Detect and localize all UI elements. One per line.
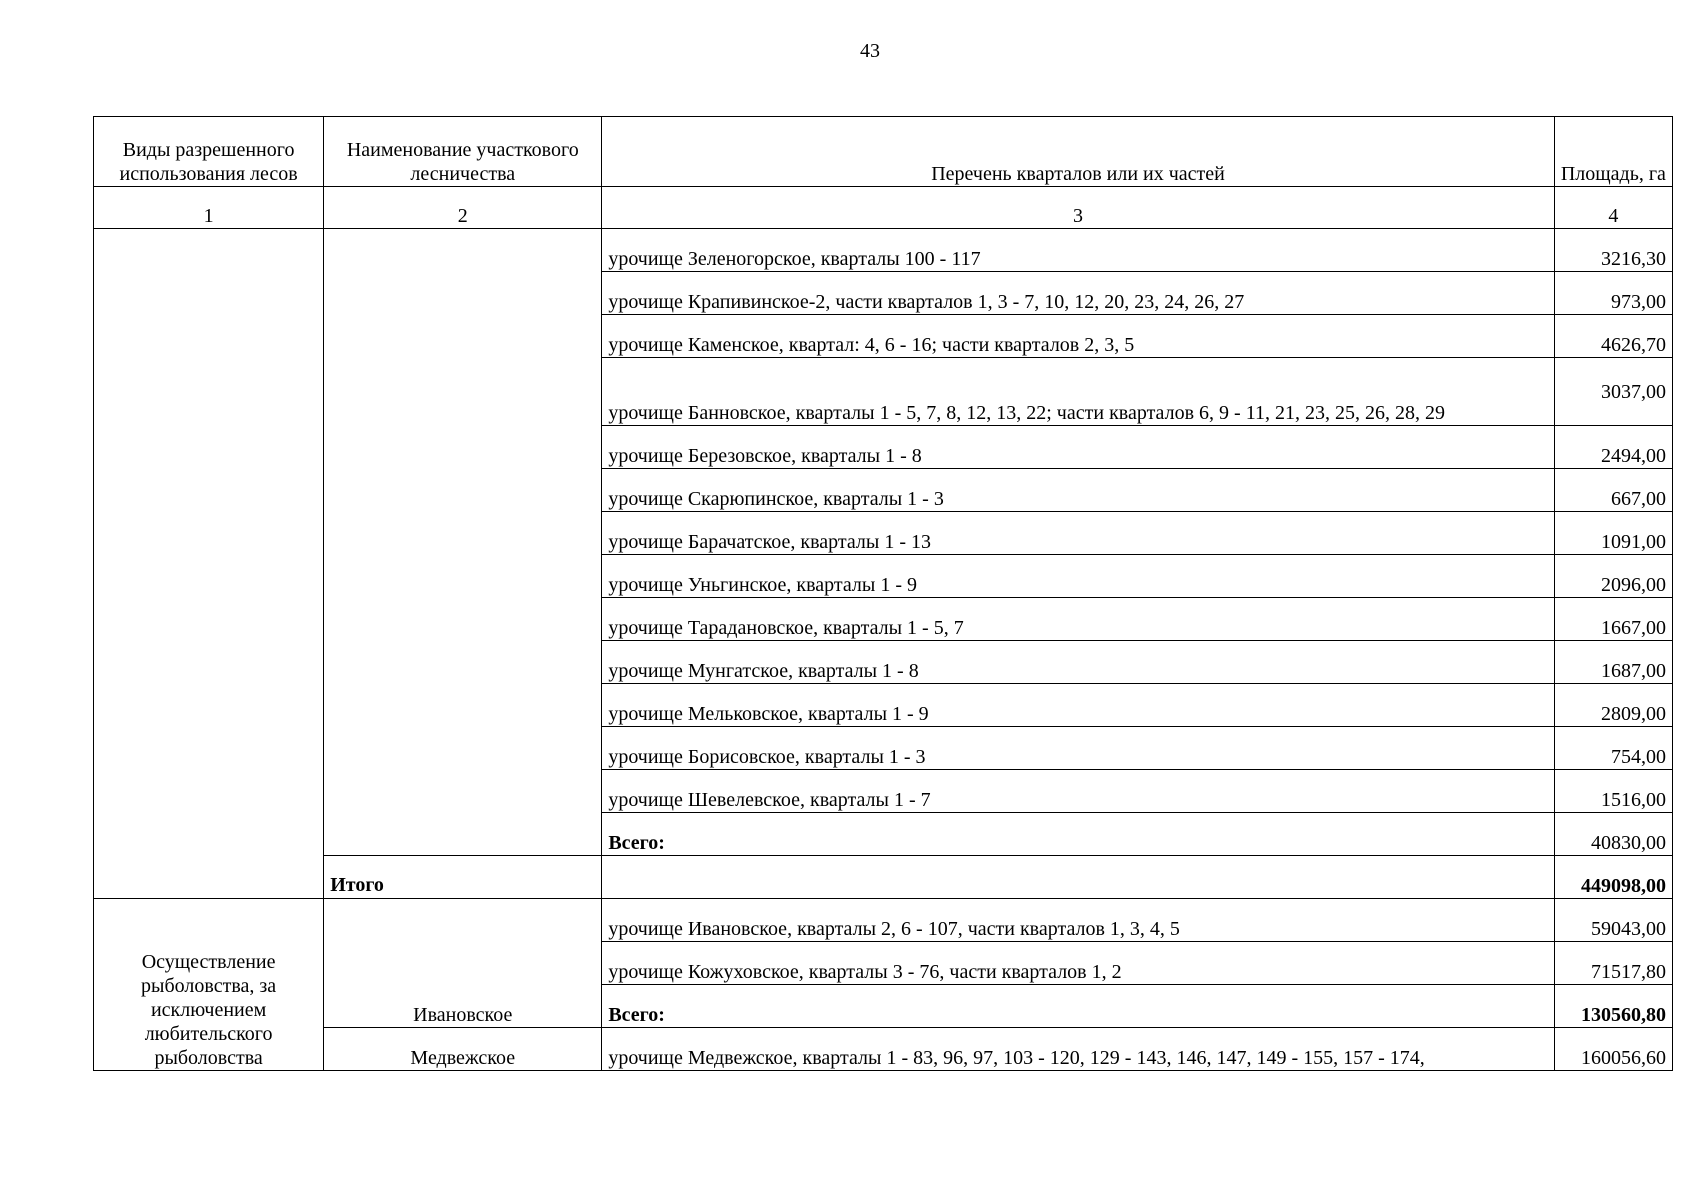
quarters-cell: урочище Крапивинское-2, части кварталов 1, 3 - 7, 10, 12, 20, 23, 24, 26, 27 [602,272,1554,315]
forestry-name-cell: Медвежское [324,1028,602,1071]
quarters-cell: урочище Зеленогорское, кварталы 100 - 117 [602,229,1554,272]
quarters-cell: урочище Скарюпинское, кварталы 1 - 3 [602,469,1554,512]
use-type-cell: Осуществление рыболовства, за исключением любительского рыболовства [94,899,324,1071]
quarters-cell: урочище Кожуховское, кварталы 3 - 76, части кварталов 1, 2 [602,942,1554,985]
forest-use-table [93,116,1673,1071]
quarters-cell: урочище Борисовское, кварталы 1 - 3 [602,727,1554,770]
subtotal-label: Всего: [602,985,1554,1028]
header-row [94,117,1673,187]
col-number-1: 1 [94,187,324,229]
area-cell: 71517,80 [1554,942,1672,985]
area-cell: 973,00 [1554,272,1672,315]
header-col1: Виды разрешенного использования лесов [94,117,324,187]
quarters-cell: урочище Ивановское, кварталы 2, 6 - 107, части кварталов 1, 3, 4, 5 [602,899,1554,942]
area-cell: 1687,00 [1554,641,1672,684]
header-col4: Площадь, га [1554,117,1672,187]
area-cell: 59043,00 [1554,899,1672,942]
area-cell: 1667,00 [1554,598,1672,641]
quarters-cell: урочище Тарадановское, кварталы 1 - 5, 7 [602,598,1554,641]
area-cell: 667,00 [1554,469,1672,512]
quarters-cell: урочище Мунгатское, кварталы 1 - 8 [602,641,1554,684]
area-cell: 2494,00 [1554,426,1672,469]
subtotal-area: 40830,00 [1554,813,1672,856]
quarters-cell: урочище Березовское, кварталы 1 - 8 [602,426,1554,469]
area-cell: 754,00 [1554,727,1672,770]
subtotal-area: 130560,80 [1554,985,1672,1028]
total-area: 449098,00 [1554,856,1672,899]
quarters-cell: урочище Каменское, квартал: 4, 6 - 16; части кварталов 2, 3, 5 [602,315,1554,358]
area-cell: 1516,00 [1554,770,1672,813]
area-cell: 3216,30 [1554,229,1672,272]
quarters-cell: урочище Шевелевское, кварталы 1 - 7 [602,770,1554,813]
area-cell: 3037,00 [1554,358,1672,426]
table-row [94,229,1673,272]
area-cell: 1091,00 [1554,512,1672,555]
area-cell: 160056,60 [1554,1028,1672,1071]
col-number-4: 4 [1554,187,1672,229]
quarters-cell: урочище Банновское, кварталы 1 - 5, 7, 8, 12, 13, 22; части кварталов 6, 9 - 11, 21, 23, 25, 26, 28, 29 [602,358,1554,426]
header-col2: Наименование участкового лесничества [324,117,602,187]
total-quarters-empty [602,856,1554,899]
use-type-cell-empty [94,229,324,899]
page-number: 43 [860,40,880,62]
quarters-cell: урочище Медвежское, кварталы 1 - 83, 96, 97, 103 - 120, 129 - 143, 146, 147, 149 - 155, 157 - 174, [602,1028,1554,1071]
table-row [94,899,1673,942]
col-number-2: 2 [324,187,602,229]
total-label: Итого [324,856,602,899]
quarters-cell: урочище Мельковское, кварталы 1 - 9 [602,684,1554,727]
forestry-cell-empty [324,229,602,856]
table-row [94,1028,1673,1071]
subtotal-label: Всего: [602,813,1554,856]
quarters-cell: урочище Уньгинское, кварталы 1 - 9 [602,555,1554,598]
area-cell: 2809,00 [1554,684,1672,727]
column-number-row [94,187,1673,229]
header-col3: Перечень кварталов или их частей [602,117,1554,187]
total-row [94,856,1673,899]
quarters-cell: урочище Барачатское, кварталы 1 - 13 [602,512,1554,555]
forestry-name-cell: Ивановское [324,899,602,1028]
area-cell: 4626,70 [1554,315,1672,358]
col-number-3: 3 [602,187,1554,229]
area-cell: 2096,00 [1554,555,1672,598]
